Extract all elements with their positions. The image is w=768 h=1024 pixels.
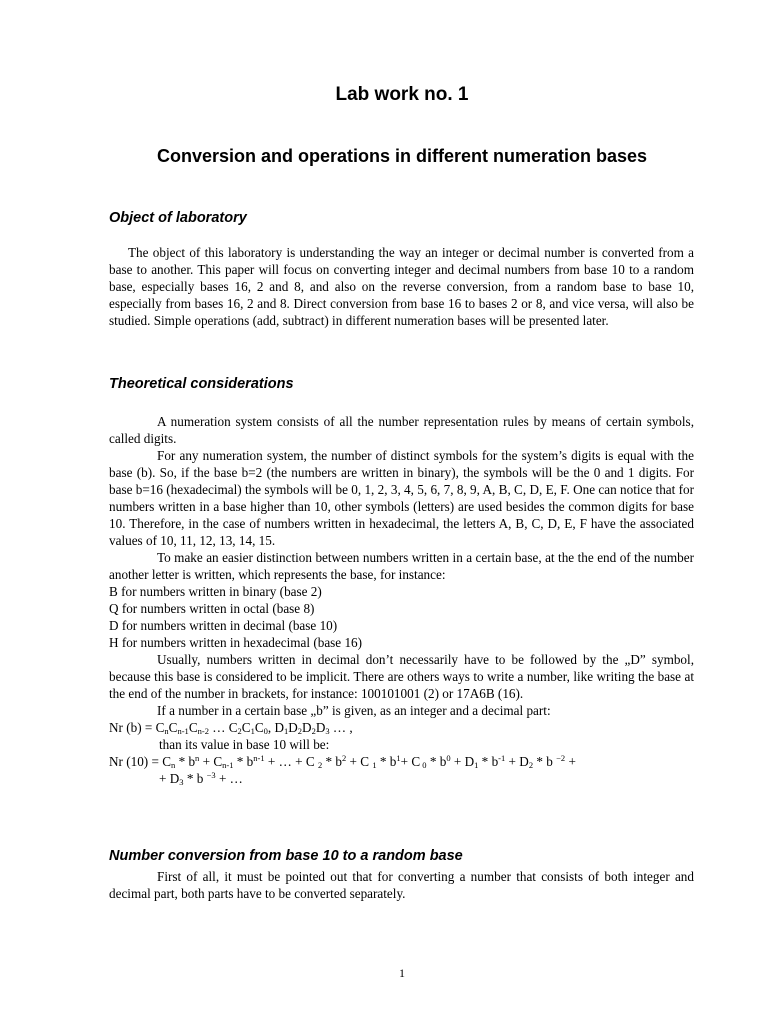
list-item: B for numbers written in binary (base 2) bbox=[109, 584, 322, 599]
conversion-paragraph bbox=[109, 868, 694, 902]
theory-paragraph-2: For any numeration system, the number of distinct symbols for the system’s digits is equal with the base (b). So, if the base b=2 (the numbers are written in binary), the symbols will be the 0 and 1 digits. For base b=16 (hexadecimal) the symbols will be 0, 1, 2, 3, 4, 5, 6, 7, 8, 9, A, B, C, D, E, F. One can notice that for numbers written in a base higher than 10, other symbols (letters) are used besides the common digits for base 10. Therefore, in the case of numbers written in hexadecimal, the letters A, B, C, D, E, F have the associated values of 10, 11, 12, 13, 14, 15. bbox=[109, 448, 694, 548]
theory-paragraph-3: To make an easier distinction between numbers written in a certain base, at the the end of the number another letter is written, which represents the base, for instance: bbox=[109, 550, 694, 582]
formula-continuation: + $D_3$ * b $^{-3}$ + … bbox=[159, 770, 243, 787]
theory-body bbox=[109, 413, 694, 787]
formula-number-base-b: Nr $(b) = C_nC_{n-1}C_{n-2}$ … $C_2C_1C_0$, $D_1D_2D_2D_3$ … , bbox=[109, 720, 353, 736]
list-item: D for numbers written in decimal (base 10) bbox=[109, 618, 338, 633]
formula-tail: … , bbox=[329, 720, 353, 735]
list-item: H for numbers written in hexadecimal (base 16) bbox=[109, 635, 363, 650]
page-number: 1 bbox=[399, 966, 405, 980]
formula-label: Nr (b) = bbox=[109, 720, 156, 735]
theory-paragraph-1: A numeration system consists of all the number representation rules by means of certain symbols, called digits. bbox=[109, 414, 694, 446]
list-item: Q for numbers written in octal (base 8) bbox=[109, 601, 315, 616]
section-heading-conversion: Number conversion from base 10 to a random base bbox=[109, 848, 463, 864]
object-text: The object of this laboratory is understanding the way an integer or decimal number is converted from a base to another. This paper will focus on converting integer and decimal numbers from base 10 to a random base, especially bases 16, 2 and 8, and also on the reverse conversion, from a random base to base 10, especially from bases 16, 2 and 8. Direct conversion from base 16 to bases 2 or 8, and vice versa, will also be studied. Simple operations (add, subtract) in different numeration bases will be presented later. bbox=[109, 245, 694, 328]
theory-paragraph-4: Usually, numbers written in decimal don’t necessarily have to be followed by the „D” symbol, because this base is considered to be implicit. There are others ways to write a number, like writing the base at the end of the number in brackets, for instance: 100101001 (2) or 17A6B (16). bbox=[109, 652, 694, 701]
conversion-text: First of all, it must be pointed out that for converting a number that consists of both integer and decimal part, both parts have to be converted separately. bbox=[109, 869, 694, 901]
theory-paragraph-5: If a number in a certain base „b” is given, as an integer and a decimal part: bbox=[157, 703, 551, 718]
formula-base-10-value: Nr $(10) = C_n * b^n + C_{n-1} * b^{n-1}$ + … + C $_2 * b^2 + C$ $_1 * b^1+ C$ $_0 * b^0 + D_1 * b^{-1} + D_2 * b$ $^{-2}$ + bbox=[109, 753, 576, 770]
section-heading-object: Object of laboratory bbox=[109, 210, 247, 226]
document-subtitle: Conversion and operations in different numeration bases bbox=[156, 146, 648, 166]
formula-caption: than its value in base 10 will be: bbox=[159, 737, 330, 752]
object-paragraph bbox=[109, 244, 694, 329]
document-title: Lab work no. 1 bbox=[335, 84, 469, 105]
formula-label: Nr (10) = bbox=[109, 754, 163, 769]
section-heading-theory: Theoretical considerations bbox=[109, 376, 294, 392]
